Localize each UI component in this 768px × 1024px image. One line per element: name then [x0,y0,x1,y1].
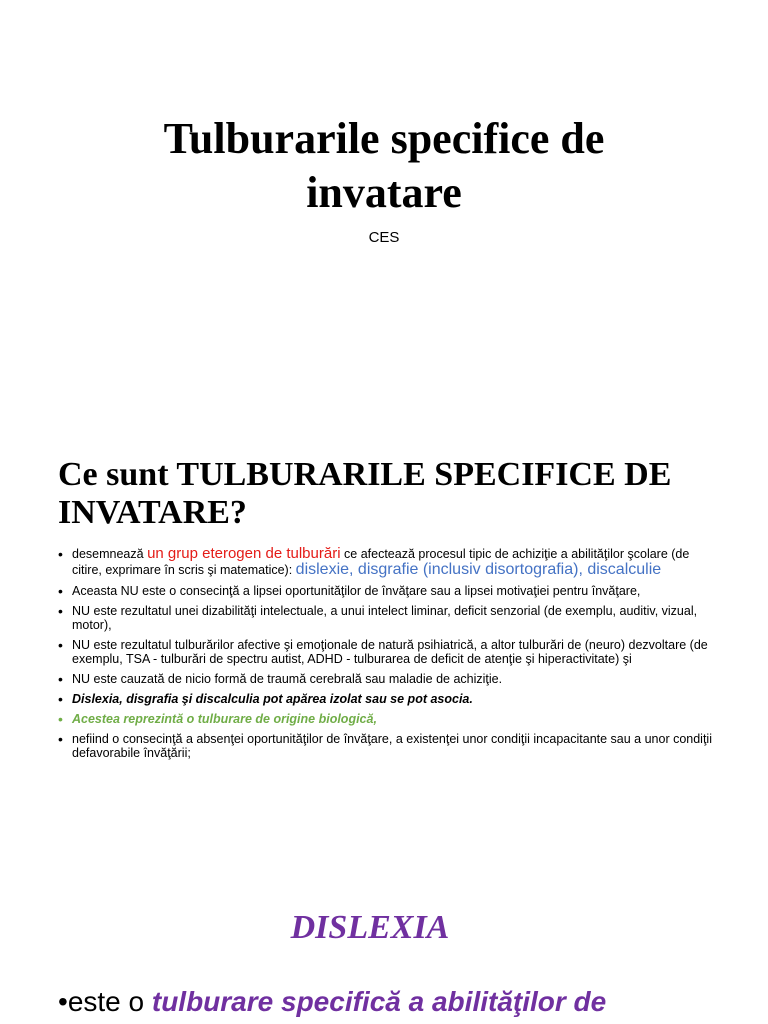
bullet-dot: • [58,986,68,1017]
bullet-dot: • [58,546,63,562]
definition-heading-line-1: Ce sunt TULBURARILE SPECIFICE DE [58,456,672,493]
bullet-text-emphasis: tulburare specifică a abilităţilor de [151,986,607,1017]
dyslexia-bullet [58,984,758,1020]
bullet-text: NU este rezultatul tulburărilor afective şi emoţionale de natură psihiatrică, a altor tulburări de (neuro) dezvoltare (de exemplu, TSA - tulburări de spectru autist, ADHD - tulburarea de deficit de atenţie şi hiperactivitate) şi [72,638,708,666]
bullet-text-green: Acestea reprezintă o tulburare de origine biologică, [72,712,377,726]
highlight-blue-text: dislexie, disgrafie (inclusiv disortografia), discalculie [295,561,662,578]
list-item [58,672,718,686]
slide-title-heading [0,112,768,220]
title-line-1: Tulburarile specifice de [163,114,605,163]
bullet-text: desemnează [72,547,148,561]
bullet-dot: • [58,691,63,707]
bullet-dot: • [58,671,63,687]
highlight-red-text: un grup eterogen de tulburări [147,545,341,562]
bullet-text: este o [67,986,152,1017]
bullet-dot: • [58,637,63,653]
bullet-dot: • [58,731,63,747]
definition-heading [58,456,738,532]
slide-dyslexia [0,864,768,1024]
bullet-text: Aceasta NU este o consecinţă a lipsei oportunităţilor de învăţare sau a lipsei motivaţiei pentru învăţare, [72,584,641,598]
bullet-text: NU este cauzată de nicio formă de traumă cerebrală sau maladie de achiziţie. [72,672,503,686]
list-item [58,712,718,726]
list-item [58,692,718,706]
list-item [58,604,718,632]
list-item [58,638,718,666]
bullet-text-emphasis: Dislexia, disgrafia şi discalculia pot apărea izolat sau se pot asocia. [72,692,473,706]
list-item [58,547,718,578]
bullet-dot: • [58,583,63,599]
definition-bullet-list [58,547,718,766]
list-item [58,732,718,760]
definition-heading-line-2: INVATARE? [58,494,247,531]
slide-title [0,0,768,432]
slide-subtitle: CES [368,229,400,246]
bullet-text: ce afectează procesul tipic de achiziţie a abilităţilor şcolare (de citire, exprimare în scris şi matematice): [72,547,690,577]
bullet-text: NU este rezultatul unei dizabilităţi intelectuale, a unui intelect liminar, deficit senzorial (de exemplu, auditiv, vizual, motor), [72,604,698,632]
bullet-dot: • [58,711,63,727]
slide-definition [0,432,768,864]
list-item [58,584,718,598]
title-line-2: invatare [306,168,462,217]
bullet-dot: • [58,603,63,619]
bullet-text: nefiind o consecinţă a absenţei oportunităţilor de învăţare, a existenţei unor condiţii incapacitante sau a unor condiţii defavorabile învăţării; [72,732,712,760]
dyslexia-heading: DISLEXIA [290,909,450,946]
